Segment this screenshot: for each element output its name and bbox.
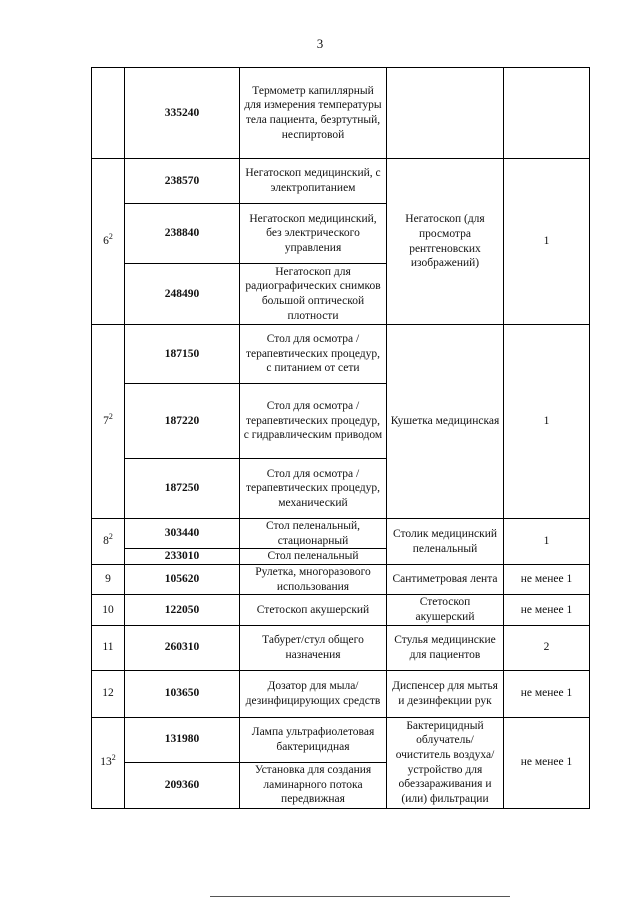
table-row	[92, 595, 590, 625]
bottom-rule	[210, 896, 510, 897]
equipment-table	[91, 67, 590, 809]
table-row	[92, 670, 590, 717]
item-code: 260310	[125, 625, 240, 670]
item-name: Установка для создания ламинарного потока передвижная	[240, 762, 387, 808]
row-number: $8^2$	[92, 519, 125, 565]
item-code: 105620	[125, 565, 240, 595]
item-code: 187150	[125, 325, 240, 384]
row-number: 9	[92, 565, 125, 595]
equipment-name: Кушетка медицинская	[387, 325, 504, 519]
equipment-name: Стетоскоп акушерский	[387, 595, 504, 625]
item-code: 303440	[125, 519, 240, 549]
item-code: 238570	[125, 159, 240, 204]
equipment-name: Сантиметровая лента	[387, 565, 504, 595]
row-number: 12	[92, 670, 125, 717]
item-code: 103650	[125, 670, 240, 717]
item-name: Стетоскоп акушерский	[240, 595, 387, 625]
item-name: Термометр капиллярный для измерения температуры тела пациента, безртутный, неспиртовой	[240, 68, 387, 159]
page-number: 3	[316, 36, 324, 51]
item-code: 187250	[125, 459, 240, 519]
item-code: 187220	[125, 384, 240, 459]
table-row	[92, 159, 590, 204]
item-name: Стол для осмотра /терапевтических процедур, с питанием от сети	[240, 325, 387, 384]
table-row	[92, 625, 590, 670]
table-row	[92, 68, 590, 159]
item-name: Стол для осмотра /терапевтических процедур, с гидравлическим приводом	[240, 384, 387, 459]
item-name: Лампа ультрафиолетовая бактерицидная	[240, 717, 387, 762]
table-row	[92, 717, 590, 762]
item-name: Негатоскоп медицинский, с электропитанием	[240, 159, 387, 204]
quantity: 1	[504, 159, 590, 325]
row-number: $13^2$	[92, 717, 125, 808]
item-name: Стол пеленальный, стационарный	[240, 519, 387, 549]
table-row	[92, 519, 590, 549]
row-number: $7^2$	[92, 325, 125, 519]
row-number: 11	[92, 625, 125, 670]
row-number: 10	[92, 595, 125, 625]
item-code: 238840	[125, 204, 240, 264]
item-code: 131980	[125, 717, 240, 762]
item-name: Табурет/стул общего назначения	[240, 625, 387, 670]
equipment-name: Бактерицидный облучатель/ очиститель воздуха/ устройство для обеззараживания и (или) фильтрации	[387, 717, 504, 808]
row-number	[92, 68, 125, 159]
equipment-name: Столик медицинский пеленальный	[387, 519, 504, 565]
equipment-name: Диспенсер для мытья и дезинфекции рук	[387, 670, 504, 717]
item-code: 248490	[125, 264, 240, 325]
quantity: 1	[504, 325, 590, 519]
item-code: 122050	[125, 595, 240, 625]
quantity: 2	[504, 625, 590, 670]
quantity: не менее 1	[504, 565, 590, 595]
item-code: 335240	[125, 68, 240, 159]
quantity: не менее 1	[504, 670, 590, 717]
quantity	[504, 68, 590, 159]
item-code: 233010	[125, 549, 240, 565]
table-row	[92, 325, 590, 384]
equipment-name	[387, 68, 504, 159]
row-number: $6^2$	[92, 159, 125, 325]
item-name: Негатоскоп для радиографических снимков большой оптической плотности	[240, 264, 387, 325]
equipment-name: Негатоскоп (для просмотра рентгеновских изображений)	[387, 159, 504, 325]
quantity: не менее 1	[504, 717, 590, 808]
item-name: Рулетка, многоразового использования	[240, 565, 387, 595]
quantity: 1	[504, 519, 590, 565]
quantity: не менее 1	[504, 595, 590, 625]
item-name: Стол для осмотра /терапевтических процедур, механический	[240, 459, 387, 519]
item-name: Негатоскоп медицинский, без электрического управления	[240, 204, 387, 264]
item-code: 209360	[125, 762, 240, 808]
equipment-name: Стулья медицинские для пациентов	[387, 625, 504, 670]
item-name: Дозатор для мыла/ дезинфицирующих средств	[240, 670, 387, 717]
table-row	[92, 565, 590, 595]
item-name: Стол пеленальный	[240, 549, 387, 565]
